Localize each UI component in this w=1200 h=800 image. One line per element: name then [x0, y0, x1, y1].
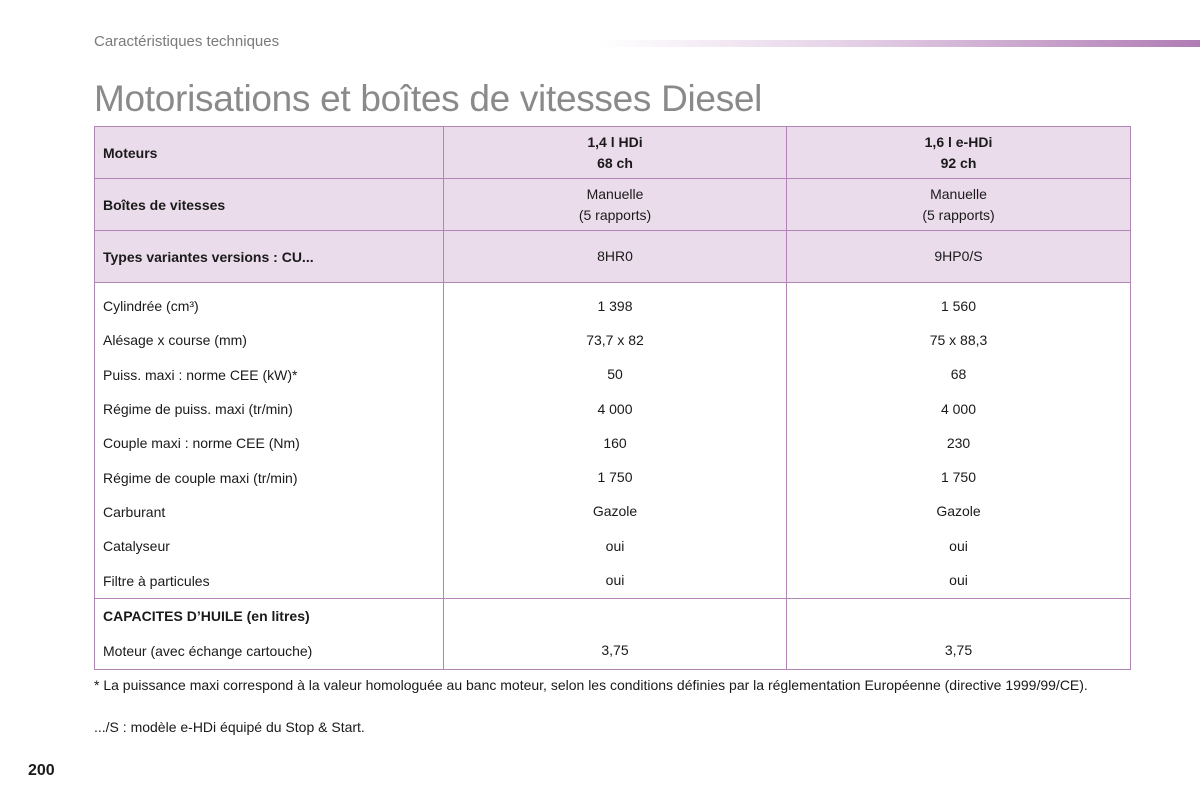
row-value-1: 160 — [444, 426, 787, 460]
section-label: Caractéristiques techniques — [94, 33, 280, 50]
row-label: Puiss. maxi : norme CEE (kW)* — [95, 358, 444, 392]
row-value-1: 1 398 — [444, 283, 787, 324]
row-value-2: 230 — [787, 426, 1131, 460]
table-row — [95, 529, 1131, 563]
gearbox-2-type: Manuelle — [930, 185, 987, 202]
row-value-2: 3,75 — [787, 633, 1131, 670]
table-row — [95, 358, 1131, 392]
table-row — [95, 323, 1131, 357]
row-label: Cylindrée (cm³) — [95, 283, 444, 324]
row-value-1: 50 — [444, 358, 787, 392]
row-value-1: oui — [444, 529, 787, 563]
header-cell-gearbox-2 — [787, 179, 1131, 231]
row-label: Couple maxi : norme CEE (Nm) — [95, 426, 444, 460]
row-value-1: 3,75 — [444, 633, 787, 670]
header-cell-engine-2 — [787, 127, 1131, 179]
row-value-2: 1 750 — [787, 460, 1131, 494]
row-value-2: oui — [787, 529, 1131, 563]
table-header-row-gearbox — [95, 179, 1131, 231]
table-row — [95, 633, 1131, 670]
row-value-2: 4 000 — [787, 392, 1131, 426]
table-row — [95, 392, 1131, 426]
row-value-2: Gazole — [787, 495, 1131, 529]
gearbox-2-ratios: (5 rapports) — [922, 206, 995, 223]
engine-spec-table — [94, 126, 1131, 670]
empty-cell — [444, 598, 787, 633]
row-value-1: Gazole — [444, 495, 787, 529]
table-header-row-engines — [95, 127, 1131, 179]
table-header-row-variants — [95, 231, 1131, 283]
table-row — [95, 426, 1131, 460]
table-row — [95, 563, 1131, 598]
engine-2-name: 1,6 l e-HDi — [924, 133, 993, 150]
table-row — [95, 283, 1131, 324]
oil-capacity-heading-row — [95, 598, 1131, 633]
gearbox-1-type: Manuelle — [586, 185, 644, 202]
header-gradient-bar — [600, 40, 1200, 47]
row-label: Alésage x course (mm) — [95, 323, 444, 357]
header-cell-gearbox-1 — [444, 179, 787, 231]
row-value-1: 4 000 — [444, 392, 787, 426]
header-cell-label: Boîtes de vitesses — [95, 179, 444, 231]
oil-capacity-heading: CAPACITES D’HUILE (en litres) — [95, 598, 444, 633]
row-label: Régime de couple maxi (tr/min) — [95, 460, 444, 494]
header-cell-label: Moteurs — [95, 127, 444, 179]
engine-1-power: 68 ch — [597, 154, 633, 171]
row-label: Carburant — [95, 495, 444, 529]
footnote-stop-start: .../S : modèle e-HDi équipé du Stop & Start. — [94, 719, 365, 735]
header-cell-engine-1 — [444, 127, 787, 179]
row-value-1: 73,7 x 82 — [444, 323, 787, 357]
row-value-2: 75 x 88,3 — [787, 323, 1131, 357]
empty-cell — [787, 598, 1131, 633]
row-value-1: 1 750 — [444, 460, 787, 494]
row-value-2: oui — [787, 563, 1131, 598]
engine-2-power: 92 ch — [940, 154, 977, 171]
row-label: Catalyseur — [95, 529, 444, 563]
table-row — [95, 460, 1131, 494]
page-title: Motorisations et boîtes de vitesses Diesel — [94, 78, 763, 119]
row-label: Moteur (avec échange cartouche) — [95, 633, 444, 670]
row-value-2: 1 560 — [787, 283, 1131, 324]
row-label: Régime de puiss. maxi (tr/min) — [95, 392, 444, 426]
footnote-power: * La puissance maxi correspond à la valeur homologuée au banc moteur, selon les conditions définies par la réglementation Européenne (directive 1999/99/CE). — [94, 677, 1088, 693]
header-cell-variant-1: 8HR0 — [444, 231, 787, 283]
row-label: Filtre à particules — [95, 563, 444, 598]
gearbox-1-ratios: (5 rapports) — [578, 206, 652, 223]
header-cell-variant-2: 9HP0/S — [787, 231, 1131, 283]
table-row — [95, 495, 1131, 529]
header-cell-label: Types variantes versions : CU... — [95, 231, 444, 283]
row-value-1: oui — [444, 563, 787, 598]
row-value-2: 68 — [787, 358, 1131, 392]
page-number: 200 — [28, 762, 55, 779]
engine-1-name: 1,4 l HDi — [587, 133, 643, 150]
